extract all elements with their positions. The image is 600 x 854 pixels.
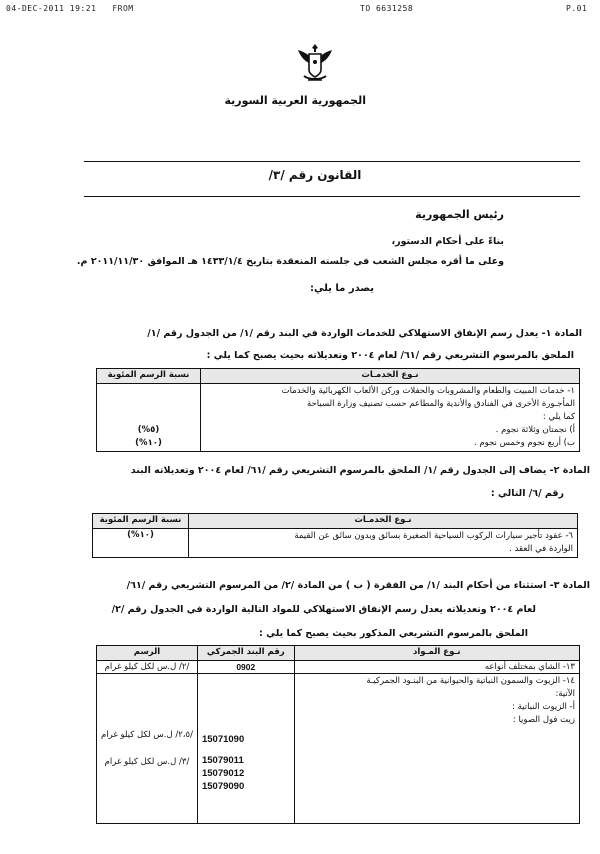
table3-row1-code: 0902 <box>197 661 294 674</box>
table3-desc-line: أ- الزيوت النباتية : <box>512 702 575 712</box>
issues-statement: يصدر ما يلي: <box>309 283 374 294</box>
title-rule-top <box>84 161 580 162</box>
article3-line1: المادة ٣- استثناء من أحكام البند /١/ من الفقرة ( ب ) من المادة /٢/ من المرسوم التشريعي رقم /٦١/ <box>126 580 590 591</box>
table1-desc-line: المأجـورة الأخرى في الفنادق والأندية والمطاعم حسب تصنيف وزارة السياحة <box>306 399 575 409</box>
table1-desc-line: ب) أربع نجوم وخمس نجوم . <box>473 438 575 448</box>
table-row <box>97 661 580 674</box>
article1-line2: الملحق بالمرسوم التشريعي رقم /٦١/ لعام ٢٠٠٤ وتعديلاته بحيث يصبح كما يلي : <box>206 350 574 361</box>
table1-desc-line: أ) نجمتان وثلاثة نجوم . <box>495 425 575 435</box>
title-rule-bottom <box>84 196 580 197</box>
table2-rate: (١٠%) <box>93 529 189 558</box>
fax-page: P.01 <box>566 4 588 13</box>
table3-row2-fees <box>97 674 198 824</box>
fax-from: FROM <box>112 4 134 13</box>
article2-line1: المادة ٢- يضاف إلى الجدول رقم /١/ الملحق بالمرسوم التشريعي رقم /٦١/ لعام ٢٠٠٤ وتعديلاته البند <box>130 465 590 476</box>
fax-to: TO 6631258 <box>360 4 414 13</box>
table3-header-fee: الرسم <box>97 646 198 661</box>
preamble-line-constitution: بناءً على أحكام الدستور، <box>391 236 504 247</box>
table1-desc-line: كما يلي : <box>542 412 575 422</box>
table2-header-type: نـوع الخدمـات <box>189 514 578 529</box>
table3-code: 15079012 <box>201 768 245 779</box>
article1-table <box>96 368 580 452</box>
syrian-eagle-emblem-icon <box>294 40 336 84</box>
president-heading: رئيس الجمهورية <box>415 208 504 221</box>
article3-table <box>96 645 580 824</box>
table1-rate-two-three-stars: (٥%) <box>137 425 160 435</box>
table3-desc-line: الآتية: <box>555 689 575 699</box>
fax-date-time: 04-DEC-2011 19:21 FROM <box>6 4 134 13</box>
table3-desc-line: زيت فول الصويا : <box>512 715 575 725</box>
law-number-title: القانون رقم /٣/ <box>268 168 362 182</box>
table1-description <box>201 384 580 452</box>
table3-code: 15079011 <box>201 755 244 766</box>
table-row <box>97 674 580 824</box>
republic-name: الجمهورية العربية السورية <box>224 94 366 107</box>
table3-fee-second: /٣/ ل.س لكل كيلو غرام <box>104 757 190 767</box>
article3-line2: لعام ٢٠٠٤ وتعديلاته يعدل رسم الإنفاق الاستهلاكي للمواد التالية الواردة في الجدول رقم /٢/ <box>111 604 536 615</box>
table3-header-code: رقم البند الجمركي <box>197 646 294 661</box>
table3-row2-desc <box>294 674 579 824</box>
article2-line2: رقم /٦/ التالي : <box>490 488 564 499</box>
table3-desc-line: ١٤- الزيوت والسمون النباتية والحيوانية من البنـود الجمركيـة <box>366 676 575 686</box>
article3-line3: الملحق بالمرسوم التشريعي المذكور بحيث يصبح كما يلي : <box>259 628 528 639</box>
table1-rates <box>97 384 201 452</box>
table1-desc-line: ١- خدمات المبيت والطعام والمشروبات والحفلات وركن الألعاب الكهربائية والخدمات <box>281 386 575 396</box>
table3-row1-desc: ١٣- الشاي بمختلف أنواعه <box>294 661 579 674</box>
table3-header-type: نـوع المـواد <box>294 646 579 661</box>
table2-desc-line: ٦- عقود تأجير سيارات الركوب السياحية الصغيرة بسائق وبدون سائق عن القيمة <box>294 531 573 541</box>
preamble-line-parliament: وعلى ما أقره مجلس الشعب في جلسته المنعقدة بتاريخ ١٤٣٣/١/٤ هـ الموافق ٢٠١١/١١/٣٠ م. <box>76 256 504 267</box>
table3-row2-codes <box>197 674 294 824</box>
table2-description <box>189 529 578 558</box>
article2-table <box>92 513 578 558</box>
article1-line1: المادة ١- يعدل رسم الإنفاق الاستهلاكي للخدمات الواردة في البند رقم /١/ من الجدول رقم /١/ <box>147 328 582 339</box>
table3-code: 15071090 <box>201 734 245 745</box>
table3-code: 15079090 <box>201 781 245 792</box>
table3-row1-fee: /٢/ ل.س لكل كيلو غرام <box>97 661 198 674</box>
table2-header-rate: نسبة الرسم المئوية <box>93 514 189 529</box>
table2-desc-line: الواردة في العقد . <box>509 544 573 554</box>
table3-fee-first: /٢،٥/ ل.س لكل كيلو غرام <box>101 730 193 740</box>
table1-header-type: نـوع الخدمـات <box>201 369 580 384</box>
table1-rate-four-five-stars: (١٠%) <box>135 438 162 448</box>
table1-header-rate: نسبة الرسم المئوية <box>97 369 201 384</box>
